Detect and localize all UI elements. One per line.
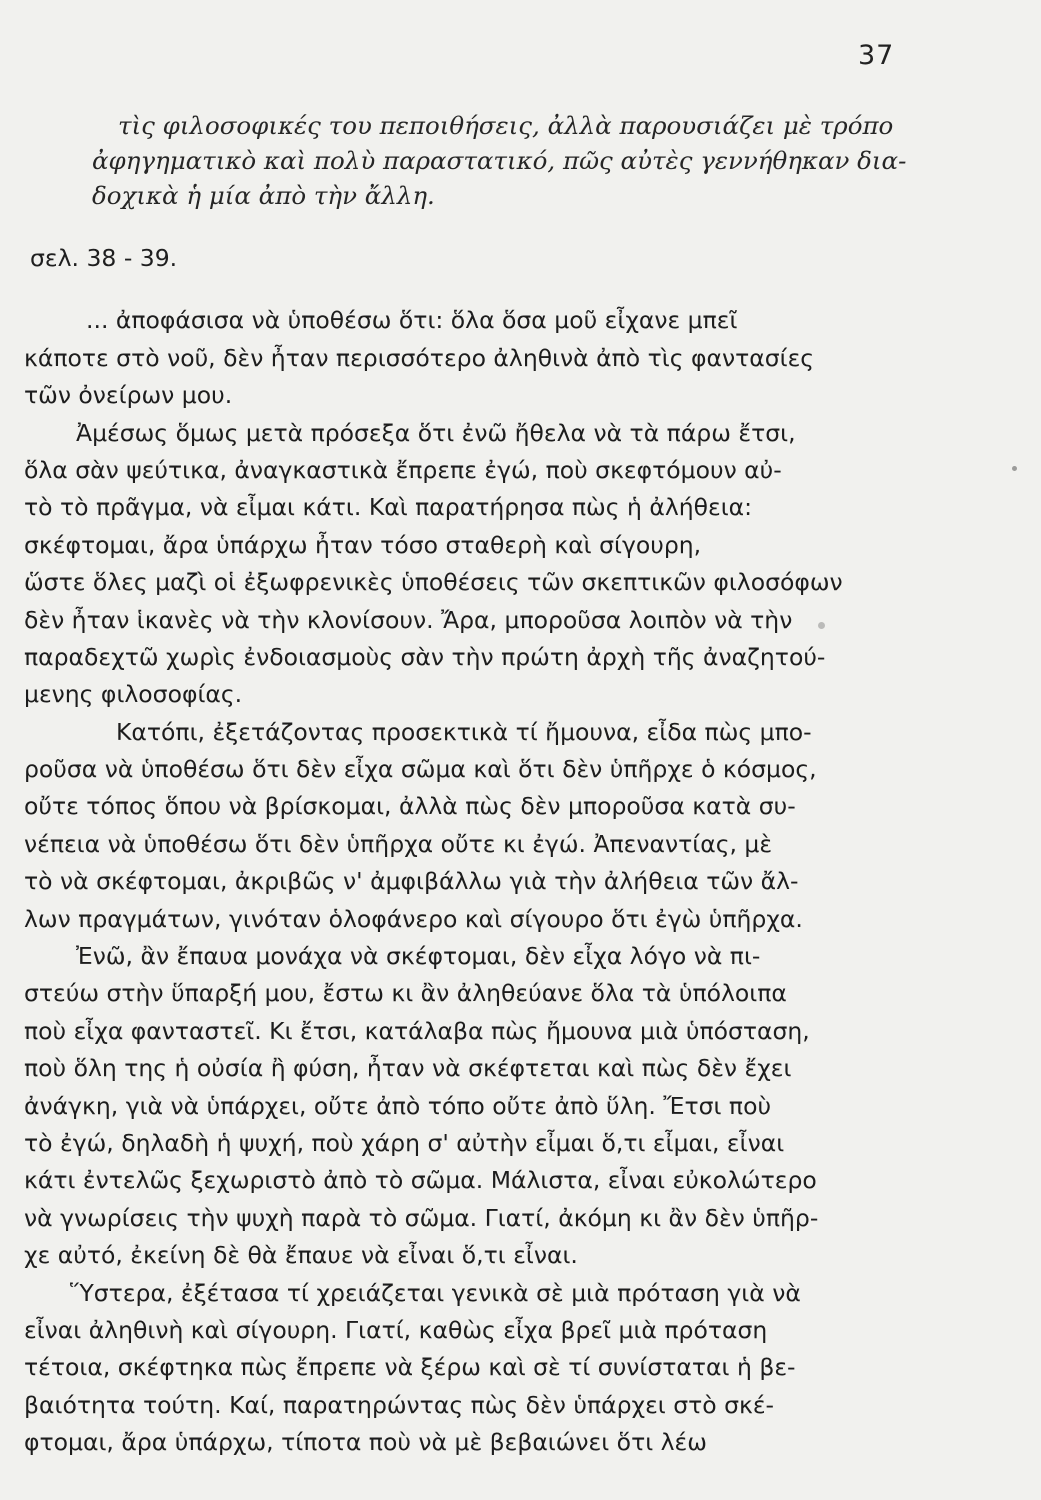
- text-line: τέτοια, σκέφτηκα πὼς ἔπρεπε νὰ ξέρω καὶ σὲ τί συνίσταται ἡ βε-: [24, 1353, 796, 1382]
- text-line: στεύω στὴν ὕπαρξή μου, ἔστω κι ἂν ἀληθεύανε ὅλα τὰ ὑπόλοιπα: [24, 979, 787, 1008]
- text-line: κάτι ἐντελῶς ξεχωριστὸ ἀπὸ τὸ σῶμα. Μάλιστα, εἶναι εὐκολώτερο: [24, 1166, 817, 1195]
- intro-italic-paragraph: [70, 108, 930, 213]
- quoted-passage: [24, 265, 914, 1462]
- page-number: 37: [858, 40, 895, 71]
- text-line: Ἐνῶ, ἂν ἔπαυα μονάχα νὰ σκέφτομαι, δὲν εἶχα λόγο νὰ πι-: [76, 942, 761, 971]
- text-line: τὸ νὰ σκέφτομαι, ἀκριβῶς ν' ἀμφιβάλλω γιὰ τὴν ἀλήθεια τῶν ἄλ-: [24, 867, 799, 896]
- page-reference: σελ. 38 - 39.: [30, 244, 178, 272]
- text-line: κάποτε στὸ νοῦ, δὲν ἦταν περισσότερο ἀληθινὰ ἀπὸ τὶς φαντασίες: [24, 343, 815, 372]
- text-line: τὸ τὸ πρᾶγμα, νὰ εἶμαι κάτι. Καὶ παρατήρησα πὼς ἡ ἀλήθεια:: [24, 493, 753, 522]
- text-line: ποὺ εἶχα φανταστεῖ. Κι ἔτσι, κατάλαβα πὼς ἤμουνα μιὰ ὑπόσταση,: [24, 1016, 810, 1045]
- text-line: σκέφτομαι, ἄρα ὑπάρχω ἦταν τόσο σταθερὴ καὶ σίγουρη,: [24, 530, 702, 559]
- text-line: ὥστε ὅλες μαζὶ οἱ ἐξωφρενικὲς ὑποθέσεις τῶν σκεπτικῶν φιλοσόφων: [24, 568, 843, 597]
- text-line: Ἀμέσως ὅμως μετὰ πρόσεξα ὅτι ἐνῶ ἤθελα νὰ τὰ πάρω ἔτσι,: [76, 418, 796, 447]
- text-line: οὔτε τόπος ὅπου νὰ βρίσκομαι, ἀλλὰ πὼς δὲν μποροῦσα κατὰ συ-: [24, 792, 796, 821]
- text-line: ἀνάγκη, γιὰ νὰ ὑπάρχει, οὔτε ἀπὸ τόπο οὔτε ἀπὸ ὕλη. Ἔτσι ποὺ: [24, 1091, 772, 1120]
- text-line: νὰ γνωρίσεις τὴν ψυχὴ παρὰ τὸ σῶμα. Γιατί, ἀκόμη κι ἂν δὲν ὑπῆρ-: [24, 1203, 819, 1232]
- intro-line: τὶς φιλοσοφικές του πεποιθήσεις, ἀλλὰ παρουσιάζει μὲ τρόπο: [118, 111, 894, 140]
- text-line: τῶν ὀνείρων μου.: [24, 381, 233, 410]
- text-line: λων πραγμάτων, γινόταν ὁλοφάνερο καὶ σίγουρο ὅτι ἐγὼ ὑπῆρχα.: [24, 904, 803, 933]
- text-line: δὲν ἦταν ἱκανὲς νὰ τὴν κλονίσουν. Ἄρα, μποροῦσα λοιπὸν νὰ τὴν: [24, 605, 793, 634]
- text-line: νέπεια νὰ ὑποθέσω ὅτι δὲν ὑπῆρχα οὔτε κι ἐγώ. Ἀπεναντίας, μὲ: [24, 829, 773, 858]
- text-line: βαιότητα τούτη. Καί, παρατηρώντας πὼς δὲν ὑπάρχει στὸ σκέ-: [24, 1390, 775, 1419]
- text-line: ποὺ ὅλη της ἡ οὐσία ἢ φύση, ἦταν νὰ σκέφτεται καὶ πὼς δὲν ἔχει: [24, 1054, 792, 1083]
- text-line: φτομαι, ἄρα ὑπάρχω, τίποτα ποὺ νὰ μὲ βεβαιώνει ὅτι λέω: [24, 1428, 707, 1457]
- text-line: μενης φιλοσοφίας.: [24, 680, 243, 709]
- text-line: ... ἀποφάσισα νὰ ὑποθέσω ὅτι: ὅλα ὅσα μοῦ εἶχανε μπεῖ: [86, 306, 738, 335]
- text-line: ροῦσα νὰ ὑποθέσω ὅτι δὲν εἶχα σῶμα καὶ ὅτι δὲν ὑπῆρχε ὁ κόσμος,: [24, 755, 817, 784]
- text-line: εἶναι ἀληθινὴ καὶ σίγουρη. Γιατί, καθὼς εἶχα βρεῖ μιὰ πρόταση: [24, 1315, 768, 1344]
- text-line: Κατόπι, ἐξετάζοντας προσεκτικὰ τί ἤμουνα, εἶδα πὼς μπο-: [116, 717, 812, 746]
- text-line: τὸ ἐγώ, δηλαδὴ ἡ ψυχή, ποὺ χάρη σ' αὐτὴν εἶμαι ὅ,τι εἶμαι, εἶναι: [24, 1128, 785, 1157]
- text-line: ὅλα σὰν ψεύτικα, ἀναγκαστικὰ ἔπρεπε ἐγώ, ποὺ σκεφτόμουν αὐ-: [24, 455, 782, 484]
- paper-speck: [818, 622, 825, 629]
- text-line: χε αὐτό, ἐκείνη δὲ θὰ ἔπαυε νὰ εἶναι ὅ,τι εἶναι.: [24, 1241, 578, 1270]
- intro-line: ἀφηγηματικὸ καὶ πολὺ παραστατικό, πῶς αὐτὲς γεννήθηκαν δια-: [92, 146, 907, 175]
- paper-speck: [1012, 466, 1017, 471]
- text-line: παραδεχτῶ χωρὶς ἐνδοιασμοὺς σὰν τὴν πρώτη ἀρχὴ τῆς ἀναζητού-: [24, 642, 826, 671]
- intro-line: δοχικὰ ἡ μία ἀπὸ τὴν ἄλλη.: [92, 181, 435, 210]
- text-line: Ὕστερα, ἐξέτασα τί χρειάζεται γενικὰ σὲ μιὰ πρόταση γιὰ νὰ: [70, 1278, 801, 1307]
